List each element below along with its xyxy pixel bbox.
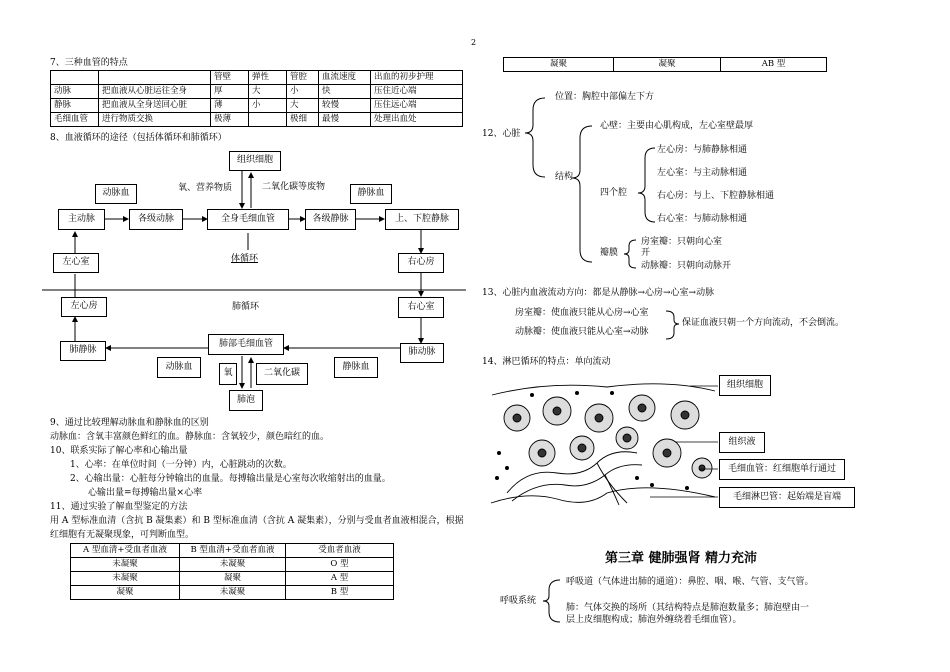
- section-10-title: 10、联系实际了解心率和心输出量: [50, 446, 188, 456]
- table-row: 凝聚 凝聚 AB 型: [504, 58, 827, 72]
- heart-position: 位置：胸腔中部偏左下方: [555, 92, 655, 102]
- box-body-capillary: 全身毛细血管: [207, 209, 289, 230]
- table-row: 毛细血管 进行物质交换 极薄 极细 最慢 处理出血处: [51, 113, 463, 127]
- box-arterial-blood-bottom: 动脉血: [157, 357, 201, 378]
- label-nutrient: 氧、营养物质: [178, 183, 233, 193]
- box-co2: 二氧化碳: [256, 363, 308, 385]
- section-10-line2: 2、心输出量：心脏每分钟输出的血量。每搏输出量是心室每次收缩射出的血量。: [70, 474, 391, 484]
- respiratory-tract: 呼吸道（气体进出肺的通道）：鼻腔、咽、喉、气管、支气管。: [566, 577, 814, 587]
- label-pulmonary-circulation: 肺循环: [232, 302, 260, 312]
- section-9-title: 9、通过比较理解动脉血和静脉血的区别: [50, 418, 209, 428]
- section-13-title: 13、心脏内血液流动方向：都是从静脉→心房→心室→动脉: [482, 288, 715, 298]
- table-header-row: A 型血清+受血者血液 B 型血清+受血者血液 受血者血液: [71, 544, 394, 558]
- box-right-atrium: 右心房: [398, 253, 444, 273]
- box-pulmonary-artery: 肺动脉: [400, 343, 444, 363]
- box-vena-cava: 上、下腔静脉: [385, 209, 459, 230]
- table-row: 凝聚 未凝聚 B 型: [71, 586, 394, 600]
- four-chambers-label: 四个腔: [600, 188, 628, 198]
- box-arterial-blood-top: 动脉血: [95, 184, 137, 204]
- lung-line1: 肺：气体交换的场所（其结构特点是肺泡数量多；肺泡壁由一: [566, 603, 810, 613]
- section-8-title: 8、血液循环的途径（包括体循环和肺循环）: [50, 133, 227, 143]
- valve-summary: 保证血液只朝一个方向流动，不会倒流。: [682, 318, 845, 328]
- box-left-atrium: 左心房: [61, 297, 107, 317]
- box-arteries: 各级动脉: [129, 209, 183, 230]
- label-blood-capillary: 毛细血管：红细胞单行通过: [719, 459, 845, 480]
- box-venous-blood-top: 静脉血: [350, 184, 392, 204]
- section-14-title: 14、淋巴循环的特点：单向流动: [482, 357, 611, 367]
- chamber-left-atrium: 左心房：与肺静脉相通: [657, 145, 748, 155]
- section-7-title: 7、三种血管的特点: [50, 58, 128, 68]
- box-right-ventricle: 右心室: [398, 297, 444, 318]
- table-row: 动脉 把血液从心脏运往全身 厚 大 小 快 压住近心端: [51, 85, 463, 99]
- heart-wall: 心壁：主要由心肌构成，左心室壁最厚: [600, 121, 754, 131]
- label-co2-waste: 二氧化碳等废物: [262, 182, 326, 192]
- box-oxygen: 氧: [219, 363, 237, 385]
- section-11-text2: 红细胞有无凝聚现象，可判断血型。: [50, 530, 195, 540]
- box-venous-blood-bottom: 静脉血: [334, 357, 378, 378]
- heart-structure-label: 结构: [555, 172, 574, 182]
- lung-line2: 层上皮细胞构成；肺泡外缠绕着毛细血管）。: [566, 615, 742, 625]
- label-systemic-circulation: 体循环: [231, 254, 259, 264]
- chamber-left-ventricle: 左心室：与主动脉相通: [657, 168, 748, 178]
- valves-label: 瓣膜: [600, 248, 619, 258]
- section-10-line1: 1、心率：在单位时间（一分钟）内，心脏跳动的次数。: [70, 460, 292, 470]
- box-left-ventricle: 左心室: [53, 253, 99, 273]
- box-alveoli: 肺泡: [229, 390, 263, 411]
- valve-av-open: 开: [641, 248, 651, 258]
- valve-av: 房室瓣：只朝向心室: [641, 237, 723, 247]
- section-9-text: 动脉血：含氧丰富颜色鲜红的血。静脉血：含氧较少，颜色暗红的血。: [50, 432, 330, 442]
- arterial-valve-function: 动脉瓣：使血液只能从心室→动脉: [515, 327, 649, 337]
- page-number: 2: [471, 38, 477, 47]
- chamber-right-ventricle: 右心室：与肺动脉相通: [657, 214, 748, 224]
- chapter-3-title: 第三章 健肺强肾 精力充沛: [605, 551, 758, 566]
- av-valve-function: 房室瓣：使血液只能从心房→心室: [515, 308, 649, 318]
- table-row: 未凝聚 未凝聚 O 型: [71, 558, 394, 572]
- respiratory-system-label: 呼吸系统: [500, 596, 537, 606]
- box-veins: 各级静脉: [305, 209, 356, 230]
- table-row: 未凝聚 凝聚 A 型: [71, 572, 394, 586]
- box-tissue-cell: 组织细胞: [229, 151, 281, 171]
- section-11-title: 11、通过实验了解血型鉴定的方法: [50, 502, 188, 512]
- box-aorta: 主动脉: [58, 209, 105, 230]
- label-tissue-cell: 组织细胞: [719, 375, 771, 396]
- box-pulmonary-vein: 肺静脉: [60, 341, 106, 361]
- box-lung-capillary: 肺部毛细血管: [208, 334, 284, 355]
- valve-arterial: 动脉瓣：只朝向动脉开: [641, 261, 732, 271]
- label-lymph-capillary: 毛细淋巴管：起始端是盲端: [719, 487, 855, 508]
- section-12-title: 12、心脏: [482, 129, 521, 139]
- section-11-text1: 用 A 型标准血清（含抗 B 凝集素）和 B 型标准血清（含抗 A 凝集素），分别与受血者血液相混合，根据: [50, 516, 464, 526]
- table-row: 静脉 把血液从全身送回心脏 薄 小 大 较慢 压住远心端: [51, 99, 463, 113]
- table-header-row: 管壁 弹性 管腔 血流速度 出血的初步护理: [51, 71, 463, 85]
- section-10-formula: 心输出量=每搏输出量×心率: [88, 488, 203, 498]
- label-tissue-fluid: 组织液: [719, 432, 765, 453]
- chamber-right-atrium: 右心房：与上、下腔静脉相通: [657, 191, 775, 201]
